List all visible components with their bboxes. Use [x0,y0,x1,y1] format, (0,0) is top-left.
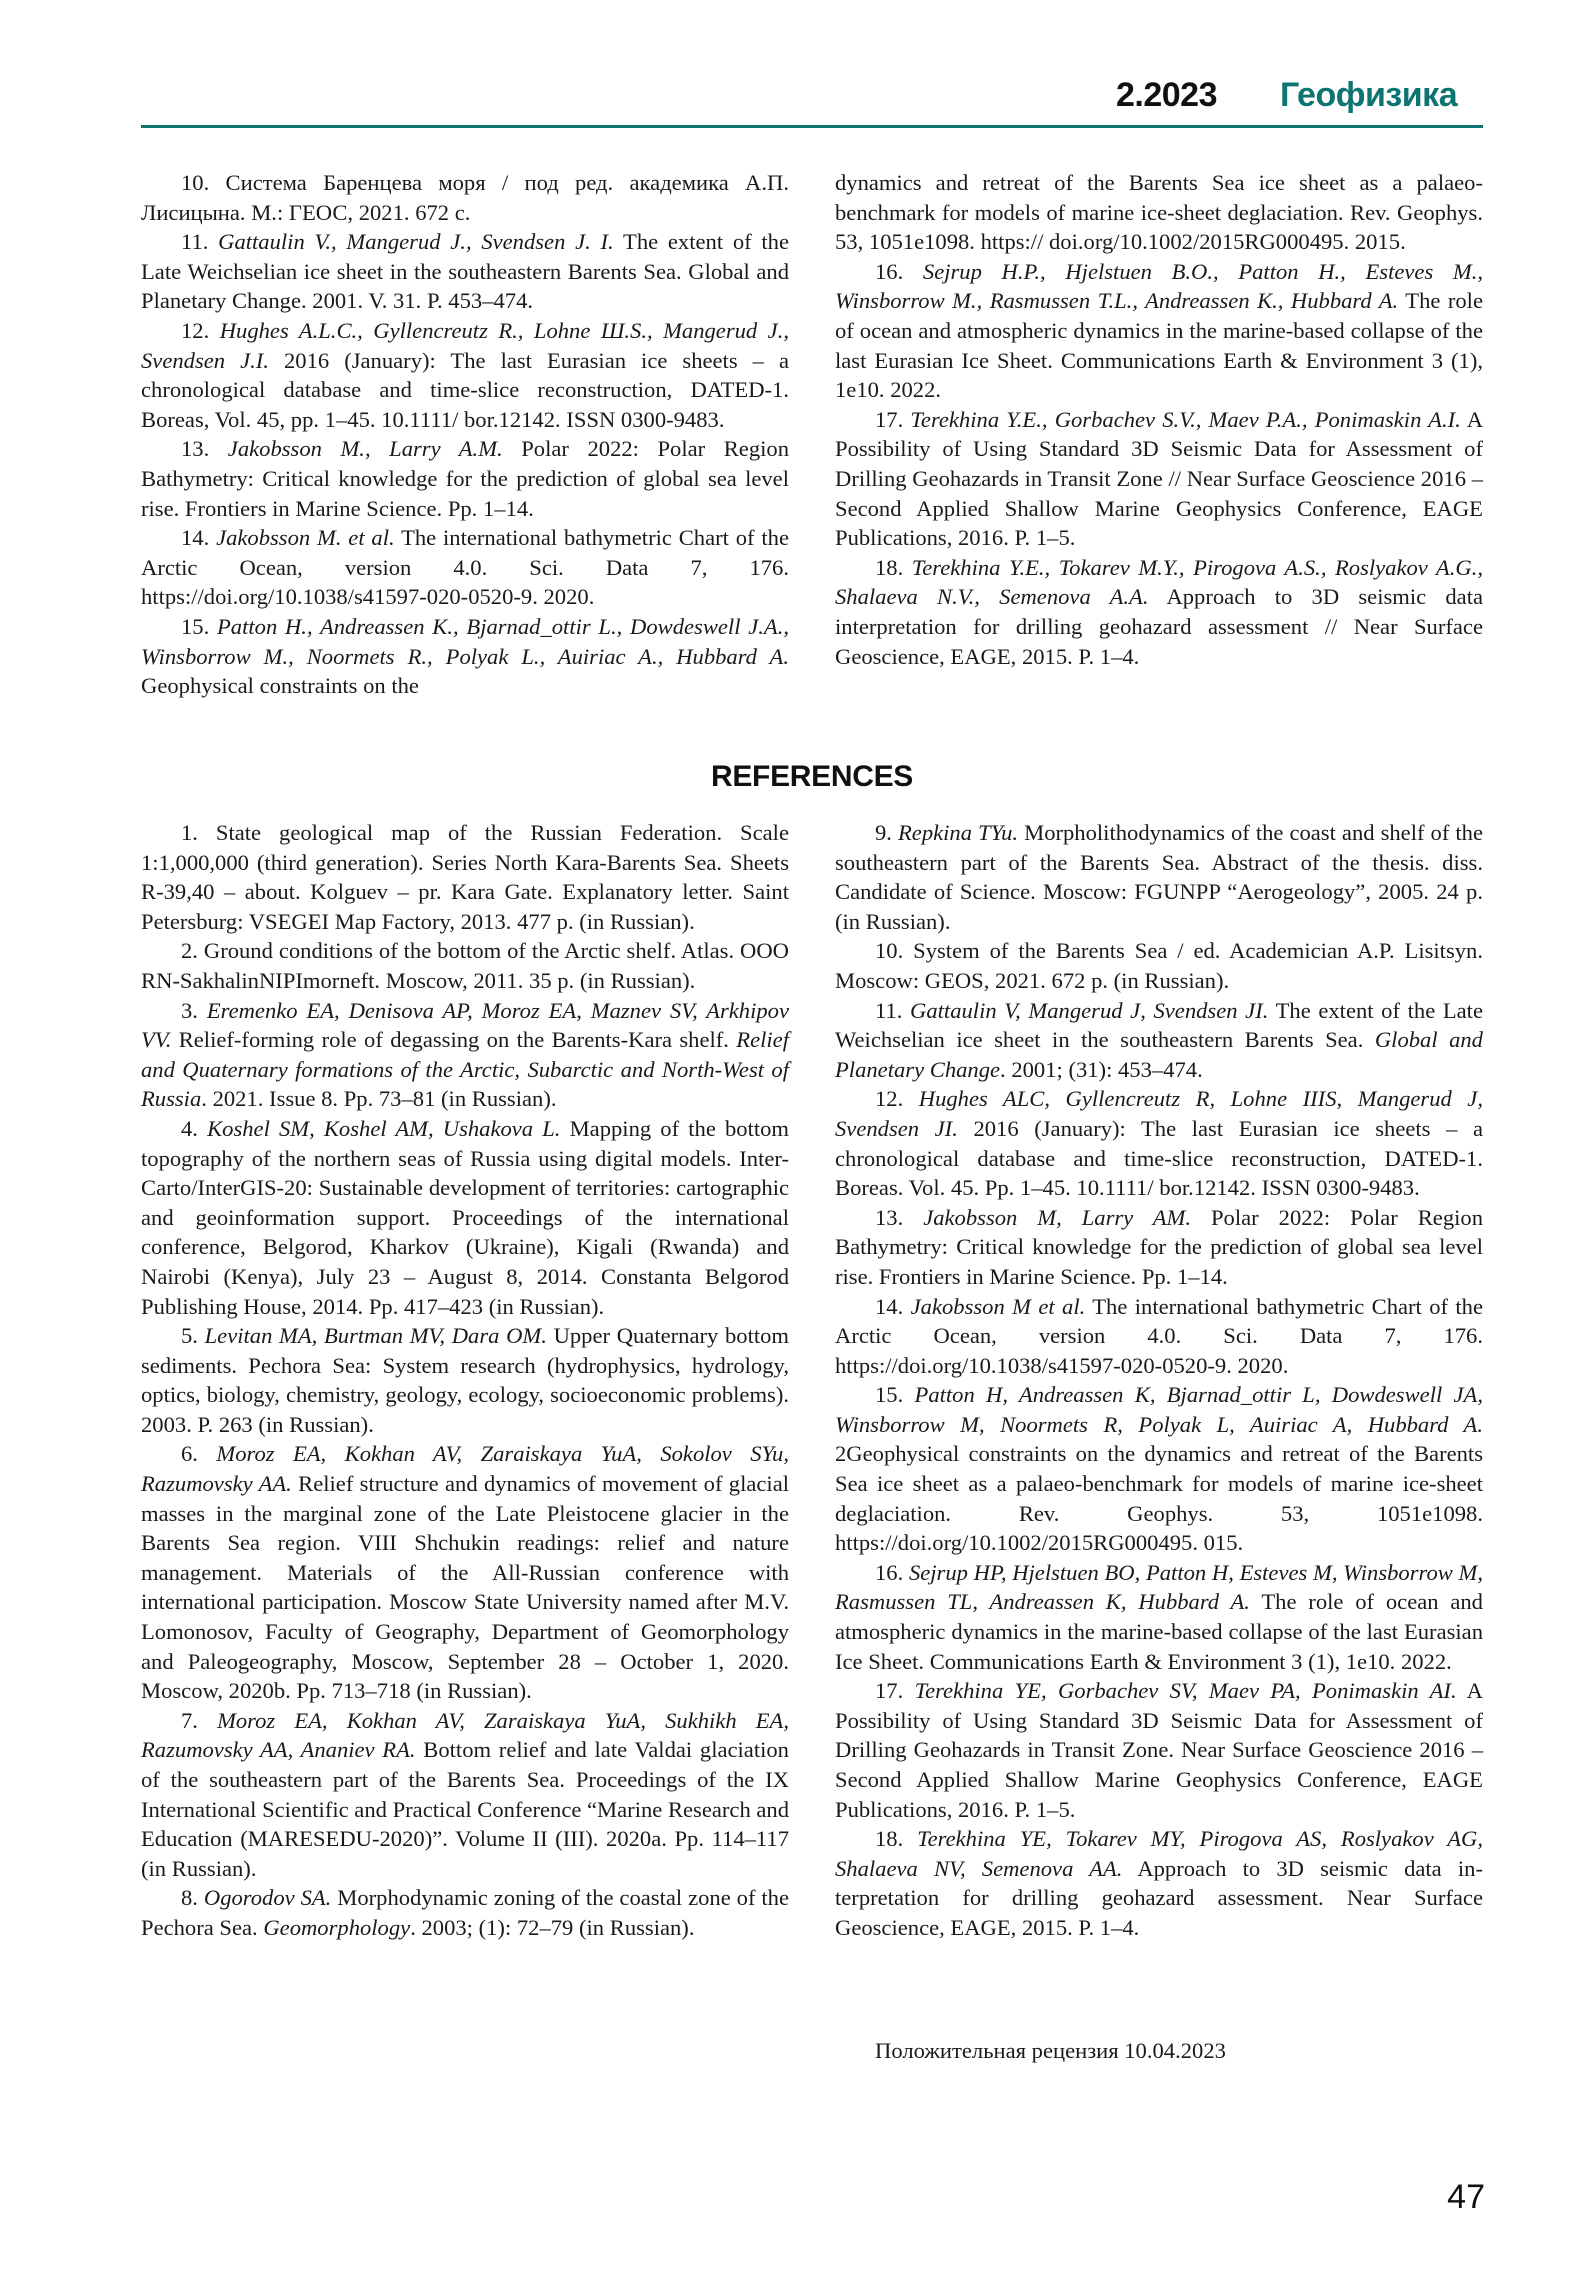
references-right-column [835,818,1483,1943]
page-number: 47 [1447,2178,1485,2216]
reference-text: 12. [181,317,220,343]
reference-entry [141,168,789,227]
reference-text: 4. [181,1115,208,1141]
reference-italic-text: Geomorphology [263,1914,411,1940]
reference-entry [835,1558,1483,1676]
reference-text: 16. [875,1559,909,1585]
reference-text: The extent of the Late Weichselian ice sheet in the southeastern Barents Sea. Global and Planetary Change. 2001. V. 31. P. 453–474. [141,229,789,314]
review-note: Положительная рецензия 10.04.2023 [875,2038,1226,2063]
reference-entry [835,553,1483,671]
reference-text: 3. [181,997,207,1023]
reference-entry [141,1439,789,1705]
reference-text: 2016 (January): The last Eurasian ice sheets – a chronological database and time-slice reconstruction, DATED-1. Boreas, Vol. 45, pp. 1–45. 10.1111/ bor.12142. ISSN 0300-9483. [141,347,790,432]
reference-text: 14. [181,525,217,551]
reference-entry [835,405,1483,553]
reference-text: Relief structure and dynamics of movement of glacial masses in the marginal zone of the Late Pleistocene glacier in the Barents Sea region. VIII Shchukin readings: relief and nature management. Materials of the All-Russian conference with international participation. Moscow State University named after M.V. Lomonosov, Faculty of Geography, Department of Geomorphology and Paleogeography, Moscow, September 28 – October 1, 2020. Moscow, 2020b. Pp. 713–718 (in Russian). [141,1471,789,1704]
reference-italic-text: Hughes ALC, Gyllencreutz R, Lohne IIIS, Mangerud J, Svendsen JI. [835,1086,1483,1141]
reference-italic-text: Terekhina Y.E., Gorbachev S.V., Maev P.A., Ponimaskin A.I. [910,406,1461,432]
references-heading: REFERENCES [710,760,914,793]
reference-text: . 2003; (1): 72–79 (in Russian). [410,1914,695,1940]
reference-entry [141,612,789,701]
reference-entry [141,523,789,612]
header-rule [141,125,1483,128]
reference-text: Morphodynamic zoning of the coastal zone of the Pechora Sea. [141,1885,789,1940]
reference-italic-text: Levitan MA, Burtman MV, Dara OM. [204,1323,547,1349]
reference-text: Polar 2022: Polar Region Bathymetry: Critical knowledge for the prediction of global sea level rise. Frontiers in Marine Science. Pp. 1–14. [835,1204,1483,1289]
reference-text: . 2021. Issue 8. Pp. 73–81 (in Russian). [201,1086,557,1112]
reference-entry [835,168,1483,257]
reference-text: 11. [875,997,911,1023]
reference-italic-text: Patton H, Andreassen K, Bjarnad_ottir L, Dowdeswell JA, Winsborrow M, Noormets R, Polyak L, Auiriac A, Hubbard A. [835,1382,1483,1437]
reference-text: The international bathymetric Chart of the Arctic Ocean, version 4.0. Sci. Data 7, 176. https://doi.org/10.1038/s41597-020-0520-9. 2020. [141,525,789,610]
reference-text: 17. [875,1678,915,1704]
reference-text: . 2001; (31): 453–474. [1000,1056,1203,1082]
reference-entry [835,257,1483,405]
reference-text: 13. [875,1204,924,1230]
reference-text: 5. [181,1323,205,1349]
reference-entry [141,316,789,434]
reference-text: Morpholithodynamics of the coast and shelf of the southeastern part of the Barents Sea. Abstract of the thesis. diss. Candidate of Science. Moscow: FGUNPP “Aerogeology”, 2005. 24 p. (in Russian). [835,820,1483,934]
reference-text: 10. System of the Barents Sea / ed. Academician A.P. Lisitsyn. Moscow: GEOS, 2021. 672 p. (in Russian). [835,938,1483,993]
reference-entry [141,818,789,936]
reference-text: 17. [875,406,911,432]
reference-text: A Possibility of Using Standard 3D Seismic Data for Assessment of Drilling Geohazards in Transit Zone // Near Surface Geoscience 2016 – Second Applied Shallow Marine Geophysics Conference, EAGE Publications, 2016. P. 1–5. [835,406,1484,551]
reference-italic-text: Repkina TYu. [897,820,1019,845]
reference-text: Approach to 3D seismic data interpretation for drilling geohazard assessment // Near Surface Geoscience, EAGE, 2015. P. 1–4. [835,584,1483,669]
reference-italic-text: Hughes A.L.C., Gyllencreutz R., Lohne Ш.S., Mangerud J., Svendsen J.I. [141,317,789,373]
reference-entry [141,936,789,995]
reference-text: Geophysical constraints on the [141,673,419,699]
reference-italic-text: Jakobsson M., Larry A.M. [227,436,503,462]
reference-entry [835,936,1483,995]
reference-entry [835,1203,1483,1292]
reference-text: 12. [875,1086,919,1112]
reference-italic-text: Jakobsson M et al. [910,1293,1086,1319]
reference-entry [141,1114,789,1321]
reference-italic-text: Jakobsson M, Larry AM. [923,1204,1192,1230]
reference-entry [835,818,1483,936]
reference-text: The extent of the Late Weichselian ice sheet in the southeastern Barents Sea. [835,997,1483,1053]
reference-entry [835,1084,1483,1202]
reference-text: 1. State geological map of the Russian Federation. Scale 1:1,000,000 (third generation). Series North Kara-Barents Sea. Sheets R-39,40 – about. Kolguev – pr. Kara Gate. Explanatory letter. Saint Petersburg: VSEGEI Map Factory, 2013. 477 p. (in Russian). [141,820,789,934]
reference-text: The role of ocean and atmospheric dynamics in the marine-based collapse of the last Eurasian Ice Sheet. Communications Earth & Environment 3 (1), 1e10. 2022. [835,288,1483,403]
reference-italic-text: Relief and Quaternary formations of the Arctic, Subarctic and North-West of Russia [141,1027,789,1112]
reference-italic-text: Eremenko EA, Denisova AP, Moroz EA, Maznev SV, Arkhipov VV. [141,997,790,1053]
reference-entry [141,1706,789,1884]
russian-references-left-column [141,168,789,701]
header-issue: 2.2023 [1116,76,1217,114]
reference-entry [141,434,789,523]
reference-text: The role of ocean and atmospheric dynamics in the marine-based collapse of the last Eurasian Ice Sheet. Communications Earth & Environment 3 (1), 1e10. 2022. [835,1589,1483,1674]
reference-entry [835,1676,1483,1824]
reference-text: 14. [875,1293,911,1319]
russian-references-right-column [835,168,1483,671]
reference-text: 15. [875,1382,915,1408]
reference-italic-text: Global and Planetary Change [835,1027,1483,1082]
reference-text: 11. [181,229,219,255]
reference-italic-text: Terekhina YE, Gorbachev SV, Maev PA, Ponimaskin AI. [914,1678,1457,1704]
reference-text: A Possibility of Using Standard 3D Seismic Data for Assessment of Drilling Geohazards in Transit Zone. Near Surface Geoscience 2016 – Second Applied Shallow Marine Geophysics Conference, EAGE Publications, 2016. P. 1–5. [835,1678,1483,1822]
reference-italic-text: Moroz EA, Kokhan AV, Zaraiskaya YuA, Sukhikh EA, Razumovsky AA, Ananiev RA. [141,1707,789,1763]
reference-entry [835,1380,1483,1558]
reference-text: 9. [875,820,898,845]
reference-entry [835,996,1483,1085]
reference-italic-text: Gattaulin V., Mangerud J., Svendsen J. I. [218,229,614,255]
reference-text: Mapping of the bottom topography of the northern seas of Russia using digital models. Inter-Carto/InterGIS-20: Sustainable development of territories: cartographic and geoinformation support. Proceedings of the international conference, Belgorod, Kharkov (Ukraine), Kigali (Rwanda) and Nairobi (Kenya), July 23 – August 8, 2014. Constanta Belgorod Publishing House, 2014. Pp. 417–423 (in Russian). [141,1115,789,1319]
reference-text: 10. Система Баренцева моря / под ред. академика А.П. Лисицына. М.: ГЕОС, 2021. 672 с. [141,170,789,225]
reference-text: 15. [181,613,217,639]
reference-text: 6. [181,1441,217,1467]
reference-text: 2. Ground conditions of the bottom of the Arctic shelf. Atlas. OOO RN-SakhalinNIPImorneft. Moscow, 2011. 35 p. (in Russian). [141,938,789,993]
reference-italic-text: Moroz EA, Kokhan AV, Zaraiskaya YuA, Sokolov SYu, Razumovsky AA. [141,1441,789,1497]
header-journal-title: Геофизика [1280,76,1458,114]
reference-text: 18. [875,554,912,580]
reference-text: 2016 (January): The last Eurasian ice sheets – a chronological database and time-slice reconstruction, DATED-1. Boreas. Vol. 45. Pp. 1–45. 10.1111/ bor.12142. ISSN 0300-9483. [835,1115,1483,1201]
reference-text: dynamics and retreat of the Barents Sea ice sheet as a palaeo-benchmark for models of marine ice-sheet deglaciation. Rev. Geophys. 53, 1051e1098. https:// doi.org/10.1002/2015RG000495. 2015. [835,170,1483,255]
reference-text: 18. [875,1826,918,1852]
reference-text: The international bathymetric Chart of the Arctic Ocean, version 4.0. Sci. Data 7, 176. https://doi.org/10.1038/s41597-020-0520-9. 2020. [835,1293,1484,1378]
reference-text: Polar 2022: Polar Region Bathymetry: Critical knowledge for the prediction of global sea level rise. Frontiers in Marine Science. Pp. 1–14. [141,436,789,521]
reference-italic-text: Terekhina YE, Tokarev MY, Pirogova AS, Roslyakov AG, Shalaeva NV, Semenova AA. [835,1826,1483,1881]
reference-italic-text: Gattaulin V, Mangerud J, Svendsen JI. [910,997,1269,1023]
reference-text: Upper Quaternary bottom sediments. Pechora Sea: System research (hydrophysics, hydrology, optics, biology, chemistry, geology, ecology, socioeconomic problems). 2003. P. 263 (in Russian). [141,1323,789,1437]
reference-text: Approach to 3D seismic data interpretation for drilling geohazard assessment. Near Surface Geoscience, EAGE, 2015. P. 1–4. [835,1855,1483,1940]
reference-text: 8. [181,1885,204,1911]
references-left-column [141,818,789,1943]
reference-italic-text: Jakobsson M. et al. [216,525,395,551]
reference-entry [141,1321,789,1439]
reference-text: Bottom relief and late Valdai glaciation of the southeastern part of the Barents Sea. Proceedings of the IX International Scientific and Practical Conference “Marine Research and Education (MARESEDU-2020)”. Volume II (III). 2020a. Pp. 114–117 (in Russian). [141,1737,790,1881]
reference-entry [141,227,789,316]
reference-text: 7. [181,1707,218,1733]
reference-italic-text: Sejrup H.P., Hjelstuen B.O., Patton H., Esteves M., Winsborrow M., Rasmussen T.L., Andreassen K., Hubbard A. [835,258,1484,314]
reference-italic-text: Koshel SM, Koshel AM, Ushakova L. [207,1115,561,1141]
reference-entry [141,1883,789,1942]
reference-entry [835,1824,1483,1942]
reference-italic-text: Patton H., Andreassen K., Bjarnad_ottir L., Dowdeswell J.A., Winsborrow M., Noormets R., Polyak L., Auiriac A., Hubbard A. [141,613,790,669]
reference-entry [835,1292,1483,1381]
reference-text: 13. [181,436,228,462]
reference-entry [141,996,789,1114]
reference-italic-text: Sejrup HP, Hjelstuen BO, Patton H, Esteves M, Winsborrow M, Rasmussen TL, Andreassen K, Hubbard A. [835,1559,1483,1615]
reference-italic-text: Terekhina Y.E., Tokarev M.Y., Pirogova A.S., Roslyakov A.G., Shalaeva N.V., Semenova A.A. [835,554,1483,610]
reference-italic-text: Ogorodov SA. [203,1885,332,1911]
reference-text: 16. [875,258,923,284]
reference-text: 2Geophysical constraints on the dynamics and retreat of the Barents Sea ice sheet as a palaeo-benchmark for models of marine ice-sheet deglaciation. Rev. Geophys. 53, 1051e1098. https://doi.org/10.1002/2015RG000495. 015. [835,1441,1483,1556]
reference-text: Relief-forming role of degassing on the Barents-Kara shelf. [171,1027,737,1053]
